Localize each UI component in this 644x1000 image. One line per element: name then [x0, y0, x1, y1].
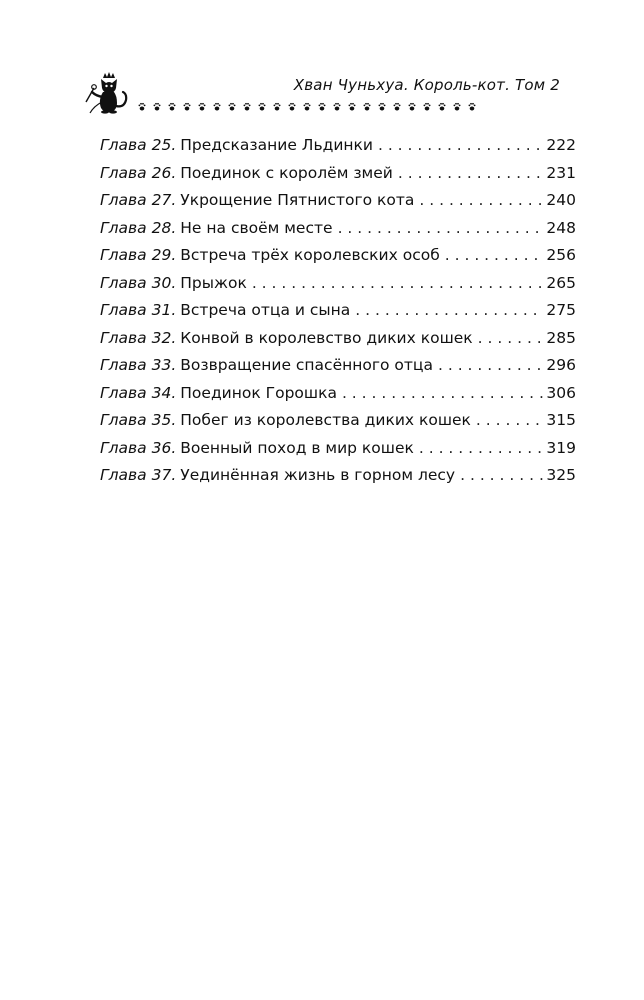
chapter-title: Возвращение спасённого отца — [180, 356, 433, 374]
dot-leader — [438, 352, 543, 380]
chapter-title: Поединок с королём змей — [180, 163, 393, 182]
chapter-title: Укрощение Пятнистого кота — [180, 191, 415, 209]
chapter-label: Глава 32. — [100, 328, 177, 347]
dot-leader — [252, 270, 544, 298]
chapter-title: Прыжок — [180, 273, 247, 292]
page-number: 275 — [546, 301, 576, 319]
dot-leader — [378, 132, 543, 160]
page-number: 296 — [546, 356, 576, 374]
paw-print-icon — [138, 100, 478, 112]
page-number: 325 — [546, 466, 576, 484]
toc-entry — [100, 242, 576, 270]
dot-leader — [342, 380, 543, 408]
dot-leader — [478, 325, 544, 353]
toc-entry — [100, 297, 576, 325]
toc-entry — [100, 462, 576, 490]
running-header — [80, 68, 560, 116]
toc-entry — [100, 435, 576, 463]
chapter-label: Глава 33. — [100, 356, 177, 374]
chapter-label: Глава 27. — [100, 191, 177, 209]
chapter-label: Глава 25. — [100, 136, 177, 154]
chapter-label: Глава 31. — [100, 301, 177, 319]
chapter-title: Не на своём месте — [180, 218, 333, 237]
chapter-label: Глава 34. — [100, 383, 177, 402]
toc-entry — [100, 407, 576, 435]
toc-entry — [100, 325, 576, 353]
chapter-title: Предсказание Льдинки — [180, 136, 373, 154]
page-number: 240 — [546, 191, 576, 209]
toc-entry — [100, 380, 576, 408]
page-number: 222 — [546, 136, 576, 154]
running-header-title: Хван Чуньхуа. Король-кот. Том 2 — [293, 76, 560, 94]
page-number: 315 — [546, 411, 576, 429]
toc-entry — [100, 132, 576, 160]
toc-entry — [100, 270, 576, 298]
page-number: 248 — [546, 218, 576, 237]
chapter-label: Глава 35. — [100, 411, 177, 429]
chapter-title: Встреча трёх королевских особ — [180, 246, 440, 264]
dot-leader — [355, 297, 543, 325]
chapter-title: Уединённая жизнь в горном лесу — [180, 466, 456, 484]
page-number: 319 — [546, 438, 576, 457]
dot-leader — [460, 462, 543, 490]
chapter-label: Глава 30. — [100, 273, 177, 292]
dot-leader — [419, 187, 543, 215]
dot-leader — [419, 435, 544, 463]
chapter-title: Встреча отца и сына — [180, 301, 351, 319]
dot-leader — [445, 242, 544, 270]
chapter-title: Побег из королевства диких кошек — [180, 411, 471, 429]
page-number: 231 — [546, 163, 576, 182]
page-number: 285 — [546, 328, 576, 347]
dot-leader — [398, 160, 544, 188]
page-number: 265 — [546, 273, 576, 292]
toc-entry — [100, 187, 576, 215]
toc-entry — [100, 352, 576, 380]
chapter-title: Конвой в королевство диких кошек — [180, 328, 473, 347]
chapter-label: Глава 26. — [100, 163, 177, 182]
chapter-title: Военный поход в мир кошек — [180, 438, 414, 457]
chapter-label: Глава 29. — [100, 246, 177, 264]
chapter-label: Глава 37. — [100, 466, 177, 484]
chapter-label: Глава 28. — [100, 218, 177, 237]
toc-entry — [100, 160, 576, 188]
dot-leader — [476, 407, 543, 435]
page-number: 256 — [546, 246, 576, 264]
chapter-label: Глава 36. — [100, 438, 177, 457]
page-number: 306 — [546, 383, 576, 402]
toc-entry — [100, 215, 576, 243]
table-of-contents — [100, 132, 576, 490]
cat-king-icon — [80, 72, 134, 114]
dot-leader — [338, 215, 544, 243]
chapter-title: Поединок Горошка — [180, 383, 337, 402]
